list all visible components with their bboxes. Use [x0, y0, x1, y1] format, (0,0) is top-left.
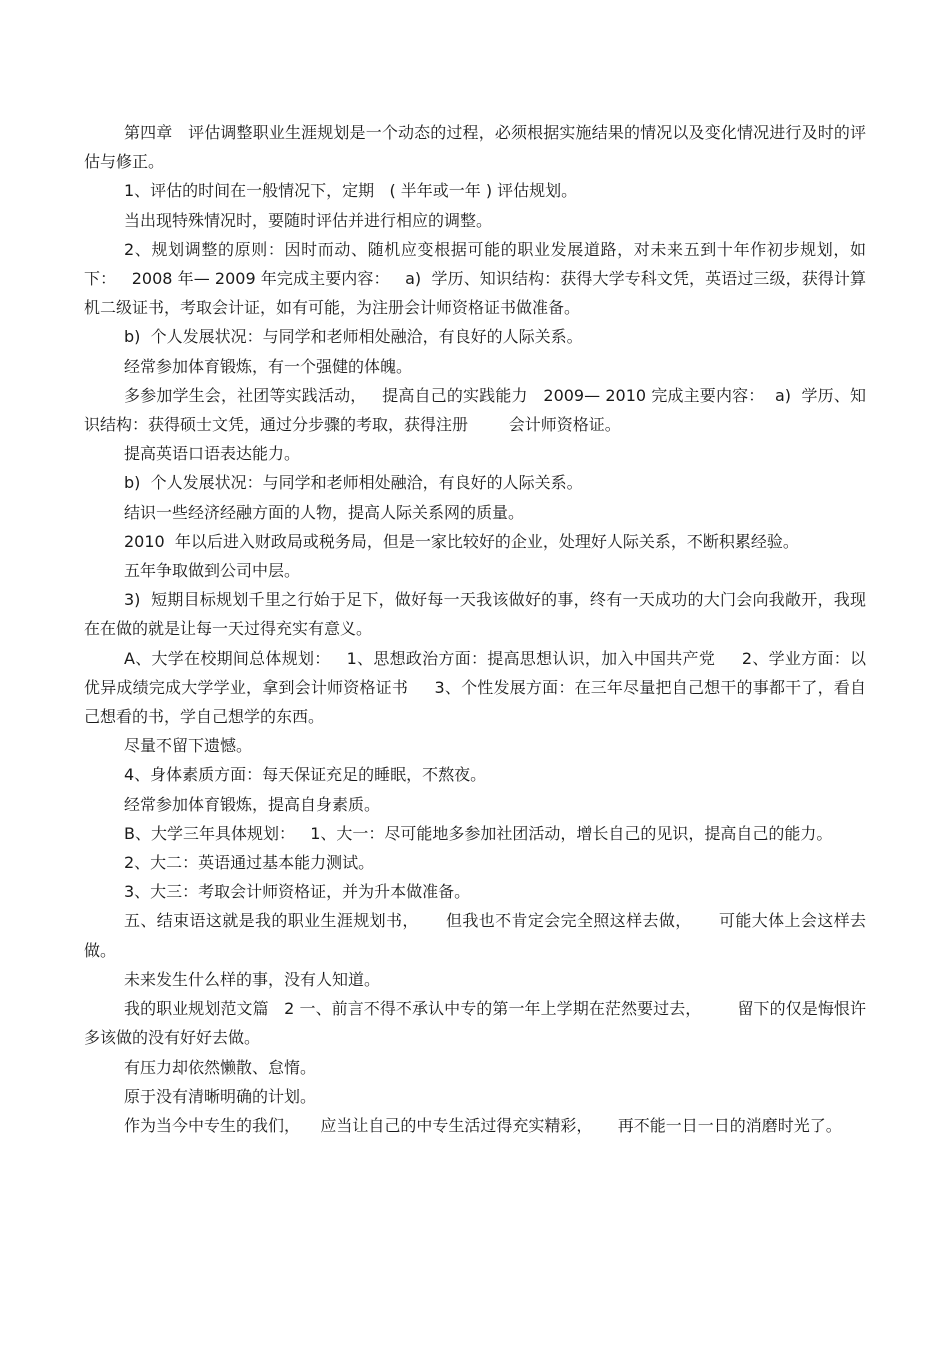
paragraph-sophomore: 2、大二：英语通过基本能力测试。 — [124, 853, 375, 873]
paragraph-practice-activities: 多参加学生会，社团等实践活动， 提高自己的实践能力 2009— 2010 完成主要内容： a) 学历、知识结构：获得硕士文凭，通过分步骤的考取，获得注册 会计师资格证。 — [84, 385, 866, 435]
paragraph-after-2010: 2010 年以后进入财政局或税务局，但是一家比较好的企业，处理好人际关系，不断积累经验。 — [124, 531, 799, 551]
paragraph-conclusion: 五、结束语这就是我的职业生涯规划书， 但我也不肯定会完全照这样去做， 可能大体上会这样去做。 — [84, 911, 866, 960]
paragraph-unknown-future: 未来发生什么样的事，没有人知道。 — [124, 969, 381, 989]
paragraph-personal-development-1: b) 个人发展状况：与同学和老师相处融洽，有良好的人际关系。 — [124, 327, 583, 347]
paragraph-chapter-four: 第四章 评估调整职业生涯规划是一个动态的过程，必须根据实施结果的情况以及变化情况进行及时的评估与修正。 — [84, 123, 866, 172]
paragraph-oral-english: 提高英语口语表达能力。 — [124, 444, 301, 464]
paragraph-evaluation-time: 1、评估的时间在一般情况下，定期 ( 半年或一年 ) 评估规划。 — [124, 181, 578, 201]
paragraph-special-cases: 当出现特殊情况时，要随时评估并进行相应的调整。 — [124, 210, 493, 230]
document-body — [84, 118, 866, 1140]
paragraph-three-year-plan: B、大学三年具体规划： 1、大一：尽可能地多参加社团活动，增长自己的见识，提高自己的能力。 — [124, 823, 833, 843]
paragraph-adjustment-principle: 2、规划调整的原则：因时而动、随机应变根据可能的职业发展道路，对未来五到十年作初步规划，如下： 2008 年— 2009 年完成主要内容： a) 学历、知识结构：获得大学专科文凭，英语过三级，获得计算机二级证书，考取会计证，如有可能，为注册会计师资格证书做准备。 — [84, 239, 866, 318]
paragraph-short-term-goals: 3) 短期目标规划千里之行始于足下，做好每一天我该做好的事，终有一天成功的大门会向我敞开，我现在在做的就是让每一天过得充实有意义。 — [84, 590, 866, 639]
paragraph-student-life: 作为当今中专生的我们， 应当让自己的中专生活过得充实精彩， 再不能一日一日的消磨时光了。 — [124, 1115, 842, 1135]
paragraph-network: 结识一些经济经融方面的人物，提高人际关系网的质量。 — [124, 502, 525, 522]
paragraph-personal-development-2: b) 个人发展状况：与同学和老师相处融洽，有良好的人际关系。 — [124, 473, 583, 493]
paragraph-physical-fitness: 4、身体素质方面：每天保证充足的睡眠，不熬夜。 — [124, 765, 487, 785]
paragraph-overall-plan: A、大学在校期间总体规划： 1、思想政治方面：提高思想认识，加入中国共产党 2、学业方面：以优异成绩完成大学学业，拿到会计师资格证书 3、个性发展方面：在三年尽量把自己想干的事都干了，看自己想看的书，学自己想学的东西。 — [84, 648, 866, 727]
paragraph-no-regrets: 尽量不留下遗憾。 — [124, 736, 253, 756]
paragraph-exercise-2: 经常参加体育锻炼，提高自身素质。 — [124, 794, 381, 814]
paragraph-no-plan: 原于没有清晰明确的计划。 — [124, 1086, 317, 1106]
paragraph-junior: 3、大三：考取会计师资格证，并为升本做准备。 — [124, 882, 471, 902]
paragraph-pressure: 有压力却依然懒散、怠惰。 — [124, 1057, 317, 1077]
paragraph-five-years: 五年争取做到公司中层。 — [124, 561, 301, 581]
paragraph-exercise-1: 经常参加体育锻炼，有一个强健的体魄。 — [124, 356, 413, 376]
paragraph-sample-two-preface: 我的职业规划范文篇 2 一、前言不得不承认中专的第一年上学期在茫然要过去， 留下的仅是悔恨许多该做的没有好好去做。 — [84, 999, 866, 1048]
